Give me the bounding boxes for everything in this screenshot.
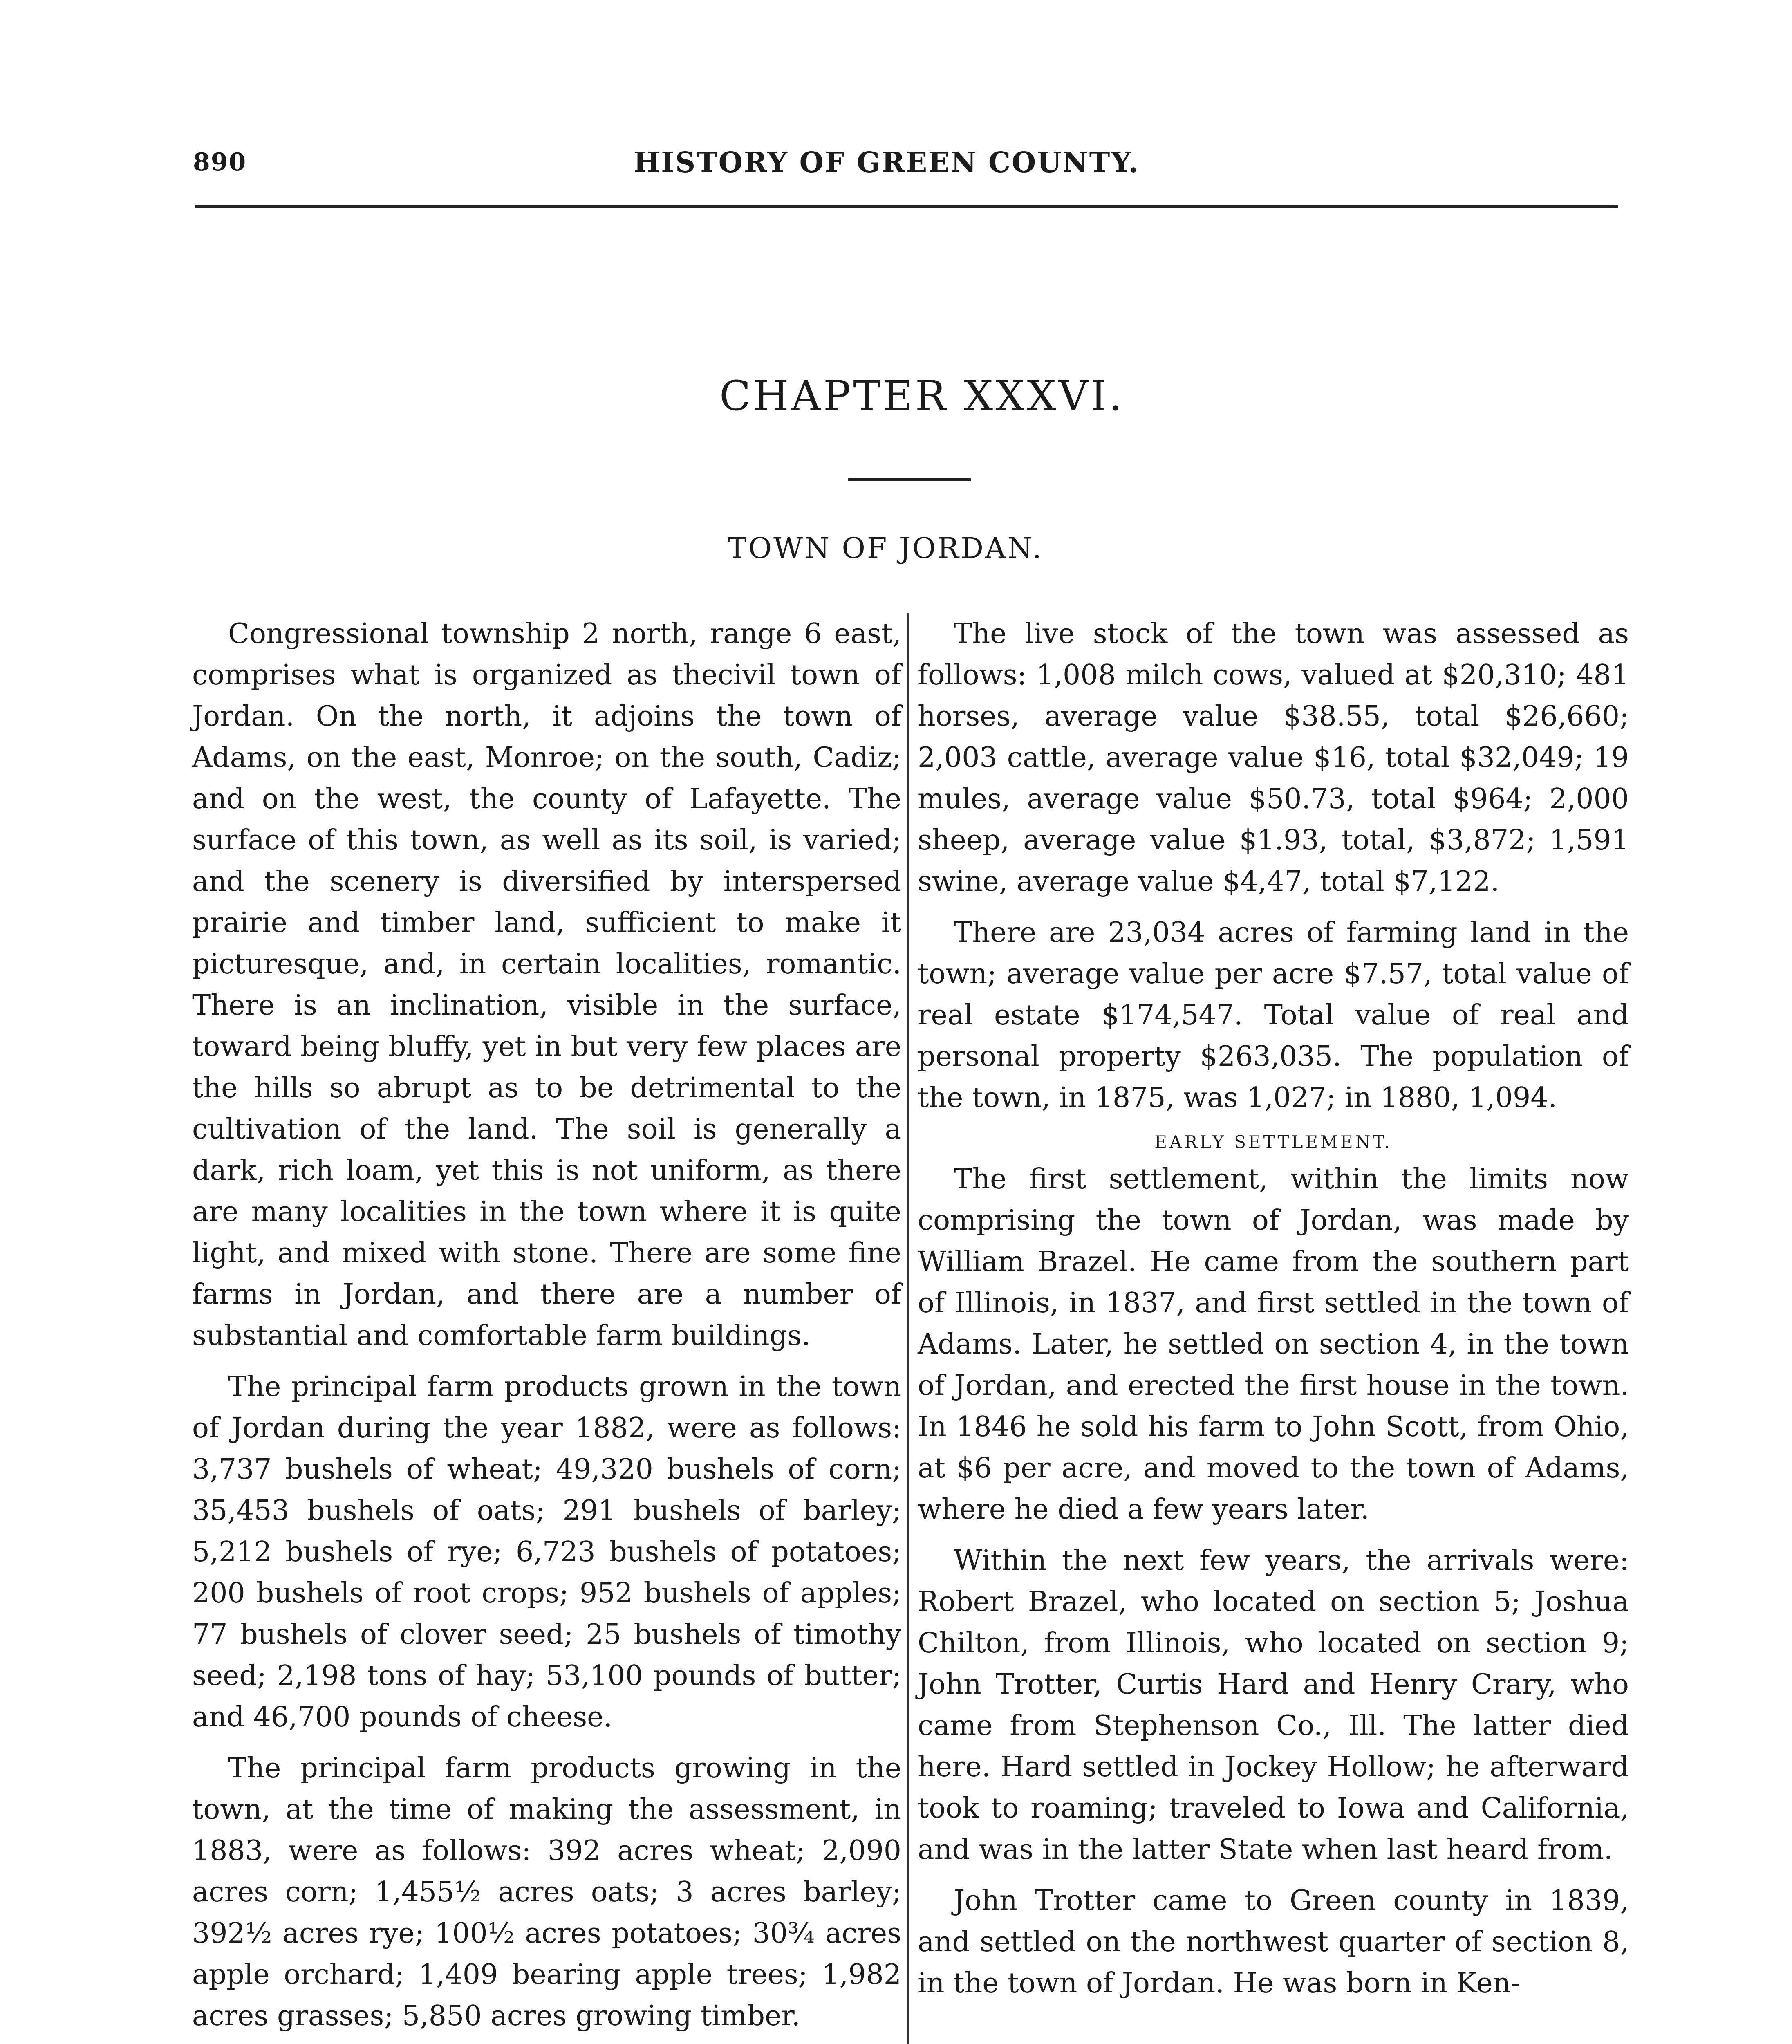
paragraph: Within the next few years, the arrivals were: Robert Brazel, who located on section 5; Joshua Chilton, from Illinois, who located on section 9; John Trotter, Curtis Hard and Henry Crary, who came from Stephenson Co., Ill. The latter died here. Hard settled in Jockey Hollow; he afterward took to roaming; traveled to Iowa and California, and was in the latter State when last heard from. [918, 1544, 1629, 1866]
left-column [192, 613, 901, 2044]
paragraph: John Trotter came to Green county in 1839, and settled on the northwest quarter of section 8, in the town of Jordan. He was born in Ken- [918, 1885, 1629, 1999]
paragraph: The principal farm products grown in the town of Jordan during the year 1882, were as follows: 3,737 bushels of wheat; 49,320 bushels of corn; 35,453 bushels of oats; 291 bushels of barley; 5,212 bushels of rye; 6,723 bushels of potatoes; 200 bushels of root crops; 952 bushels of apples; 77 bushels of clover seed; 25 bushels of timothy seed; 2,198 tons of hay; 53,100 pounds of butter; and 46,700 pounds of cheese. [192, 1371, 901, 1733]
paragraph: There are 23,034 acres of farming land in the town; average value per acre $7.57, total value of real estate $174,547. Total value of real and personal property $263,035. The population of the town, in 1875, was 1,027; in 1880, 1,094. [918, 917, 1629, 1114]
running-head: HISTORY OF GREEN COUNTY. [634, 146, 1140, 179]
right-column [918, 613, 1629, 2014]
chapter-rule [848, 478, 971, 481]
paragraph: Congressional township 2 north, range 6 east, comprises what is organized as thecivil town of Jordan. On the north, it adjoins the town of Adams, on the east, Monroe; on the south, Cadiz; and on the west, the county of Lafayette. The surface of this town, as well as its soil, is varied; and the scenery is diversified by interspersed prairie and timber land, sufficient to make it picturesque, and, in certain localities, romantic. There is an inclination, visible in the surface, toward being bluffy, yet in but very few places are the hills so abrupt as to be detrimental to the cultivation of the land. The soil is generally a dark, rich loam, yet this is not uniform, as there are many localities in the town where it is quite light, and mixed with stone. There are some fine farms in Jordan, and there are a number of substantial and comfortable farm buildings. [192, 618, 901, 1352]
column-divider [907, 613, 909, 2044]
page-number: 890 [193, 148, 247, 177]
paragraph: The live stock of the town was assessed as follows: 1,008 milch cows, valued at $20,310; 481 horses, average value $38.55, total $26,660; 2,003 cattle, average value $16, total $32,049; 19 mules, average value $50.73, total $964; 2,000 sheep, average value $1.93, total, $3,872; 1,591 swine, average value $4,47, total $7,122. [918, 618, 1629, 898]
subheading-early-settlement: EARLY SETTLEMENT. [1154, 1132, 1392, 1152]
paragraph: The first settlement, within the limits now comprising the town of Jordan, was made by William Brazel. He came from the southern part of Illinois, in 1837, and first settled in the town of Adams. Later, he settled on section 4, in the town of Jordan, and erected the first house in the town. In 1846 he sold his farm to John Scott, from Ohio, at $6 per acre, and moved to the town of Adams, where he died a few years later. [918, 1163, 1629, 1526]
section-title: TOWN OF JORDAN. [728, 531, 1043, 565]
paragraph: The principal farm products growing in the town, at the time of making the assessment, in 1883, were as follows: 392 acres wheat; 2,090 acres corn; 1,455½ acres oats; 3 acres barley; 392½ acres rye; 100½ acres potatoes; 30¾ acres apple orchard; 1,409 bearing apple trees; 1,982 acres grasses; 5,850 acres growing timber. [192, 1752, 901, 2032]
header-rule [195, 205, 1618, 208]
chapter-title: CHAPTER XXXVI. [719, 372, 1125, 420]
